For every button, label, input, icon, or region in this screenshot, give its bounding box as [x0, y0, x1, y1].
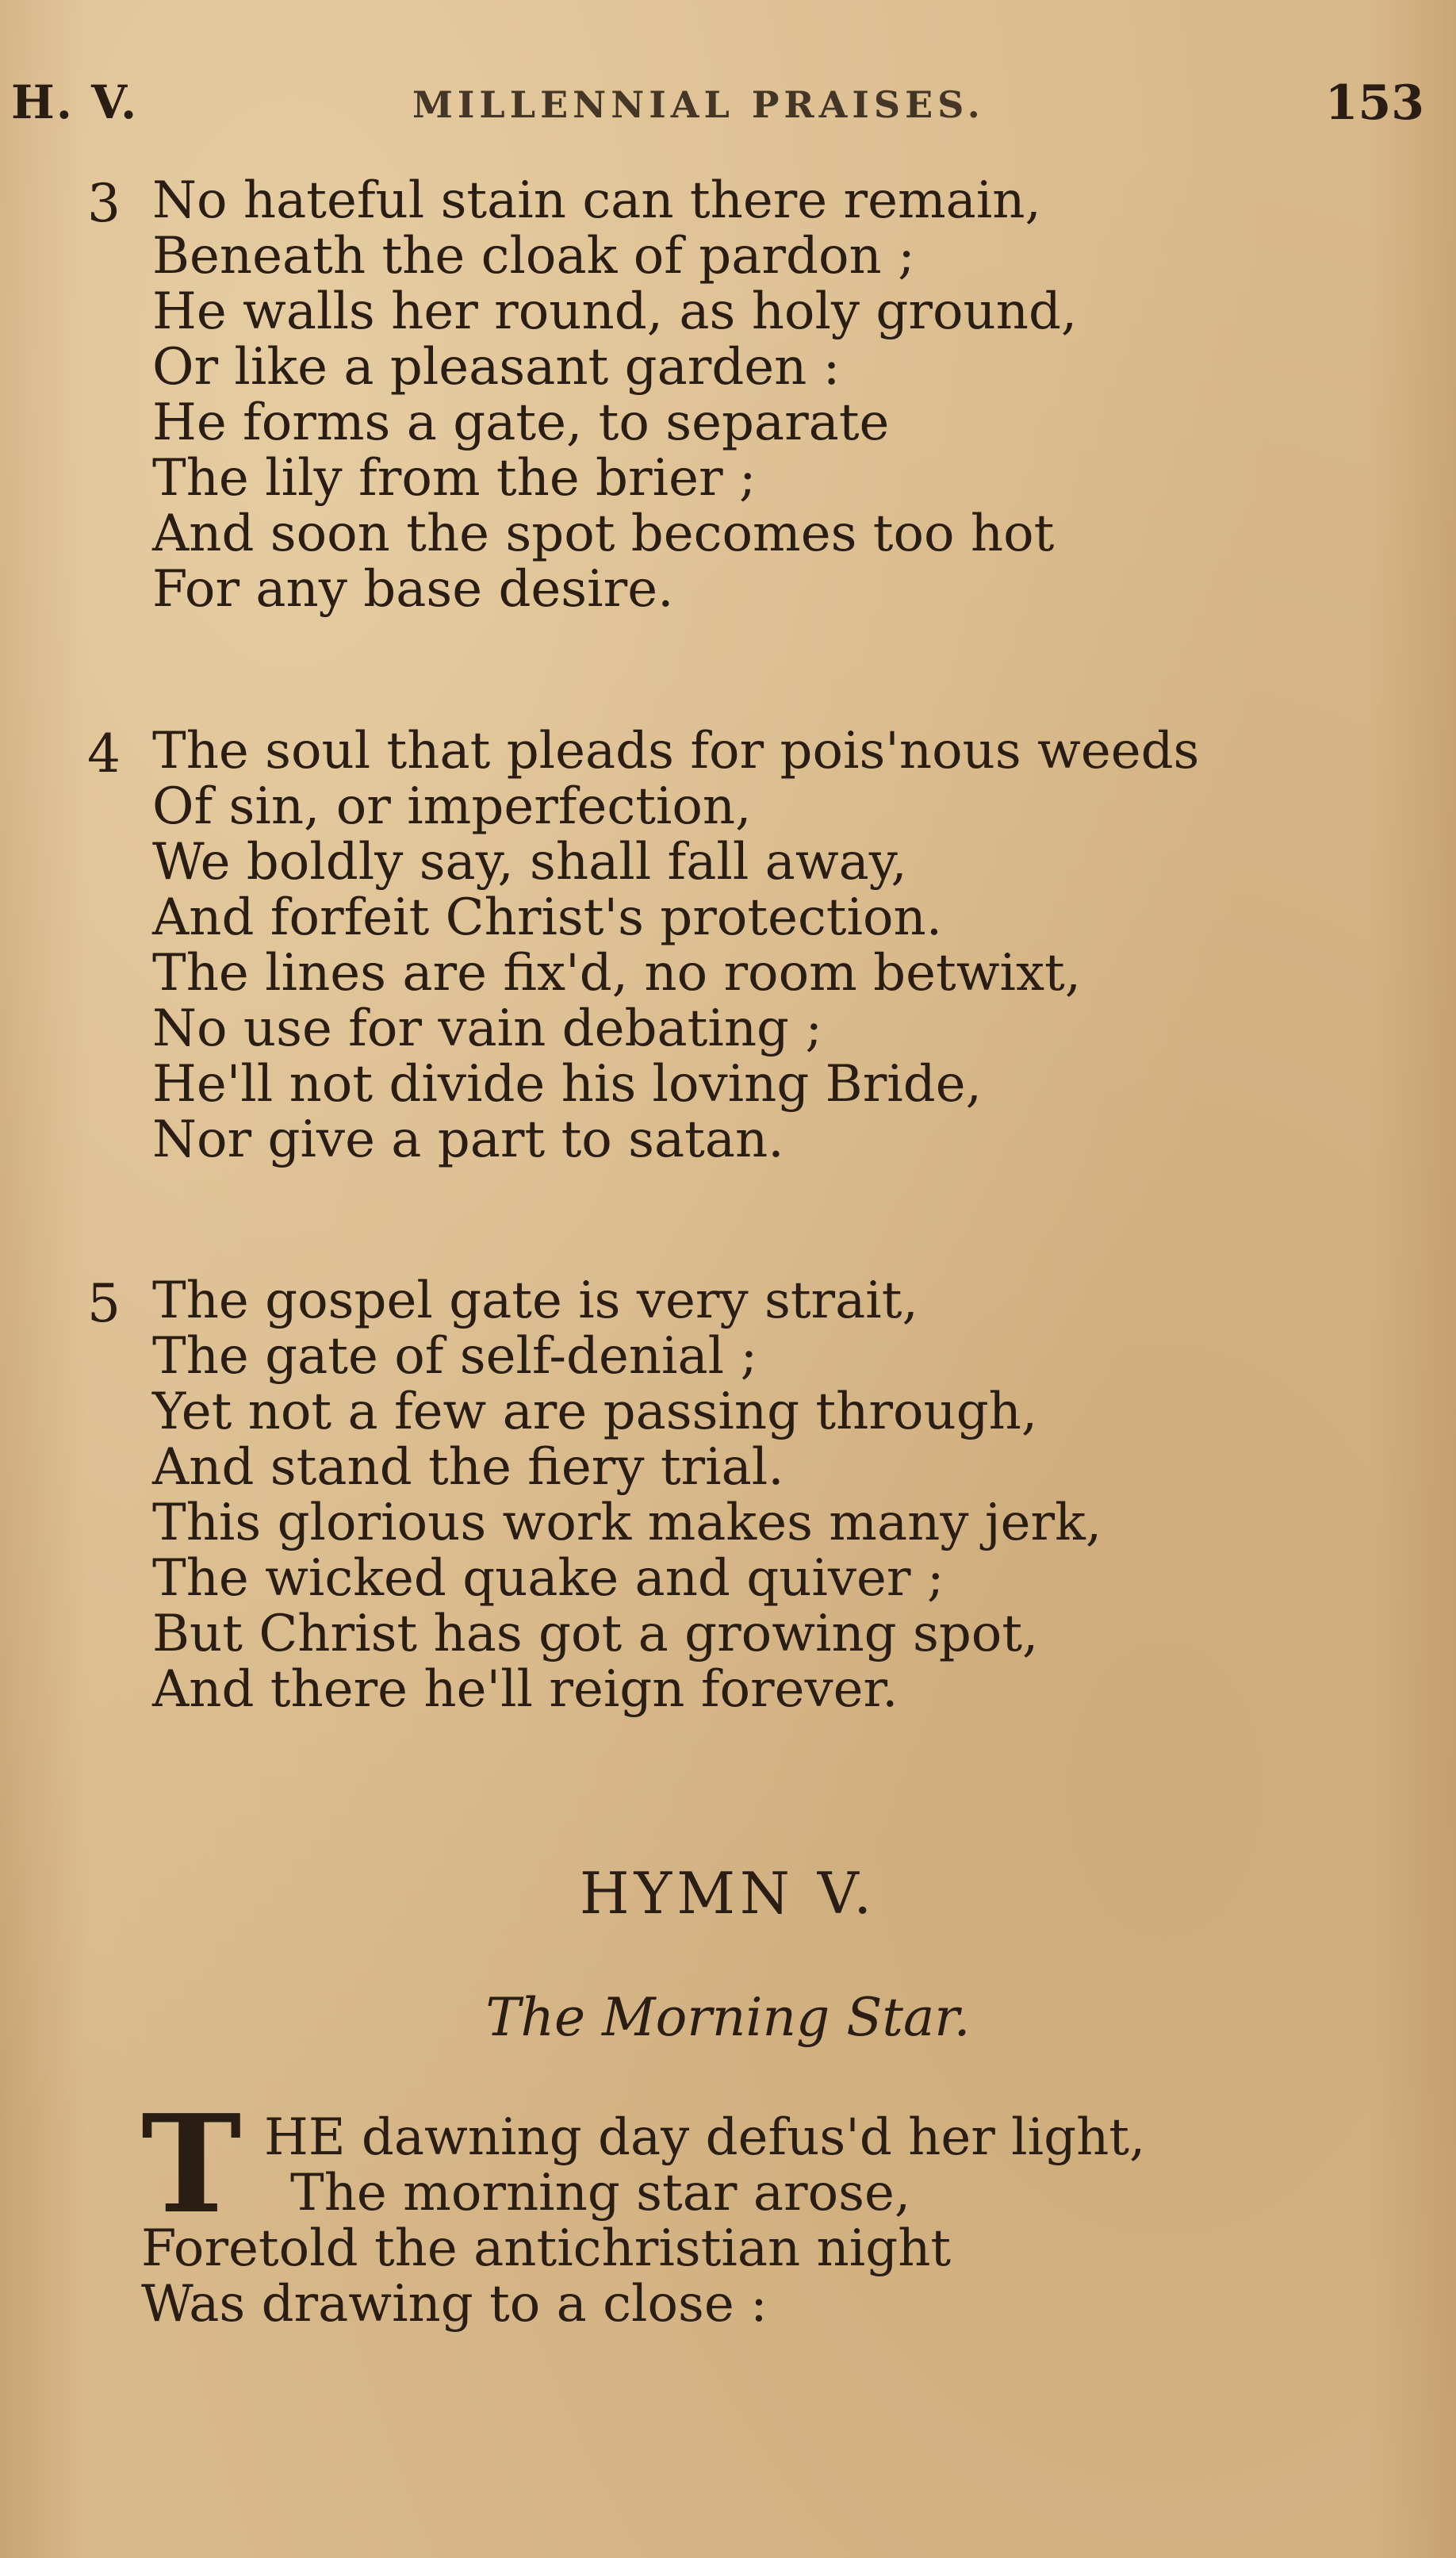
- verse-line: But Christ has got a growing spot,: [152, 1605, 1039, 1663]
- verse-line: HE dawning day defus'd her light,: [264, 2108, 1146, 2167]
- drop-cap: T: [141, 2085, 242, 2244]
- verse-line: This glorious work makes many jerk,: [152, 1494, 1102, 1552]
- verse-line: Beneath the cloak of pardon ;: [152, 227, 915, 286]
- verse-line: He'll not divide his loving Bride,: [152, 1055, 982, 1114]
- header-title: MILLENNIAL PRAISES.: [412, 83, 985, 126]
- verse-line: He walls her round, as holy ground,: [152, 282, 1078, 341]
- verse-line: No use for vain debating ;: [152, 999, 822, 1058]
- verse-line: And stand the fiery trial.: [152, 1438, 784, 1497]
- verse-line: The soul that pleads for pois'nous weeds: [152, 722, 1200, 780]
- verse-line: Yet not a few are passing through,: [152, 1383, 1038, 1441]
- verse-line: No hateful stain can there remain,: [152, 171, 1041, 230]
- verse-line: And there he'll reign forever.: [152, 1660, 899, 1719]
- stanza-number: 5: [87, 1273, 121, 1334]
- verse-line: The gate of self-denial ;: [152, 1327, 758, 1386]
- hymn-subtitle: The Morning Star.: [485, 1987, 971, 2048]
- hymn-title: HYMN V.: [579, 1860, 877, 1927]
- verse-line: The wicked quake and quiver ;: [152, 1549, 944, 1608]
- verse-line: For any base desire.: [152, 560, 674, 619]
- stanza-number: 3: [87, 173, 121, 234]
- verse-line: Nor give a part to satan.: [152, 1110, 784, 1169]
- verse-line: He forms a gate, to separate: [152, 393, 890, 452]
- verse-line: And forfeit Christ's protection.: [152, 888, 943, 947]
- stanza-number: 4: [87, 723, 121, 784]
- page-number: 153: [1324, 75, 1424, 131]
- verse-line: The lily from the brier ;: [152, 449, 757, 508]
- verse-line: The lines are fix'd, no room betwixt,: [152, 944, 1082, 1003]
- verse-line: Or like a pleasant garden :: [152, 338, 841, 397]
- verse-line: Foretold the antichristian night: [141, 2219, 952, 2278]
- verse-line: Was drawing to a close :: [141, 2275, 768, 2334]
- verse-line: The morning star arose,: [290, 2164, 911, 2222]
- verse-line: The gospel gate is very strait,: [152, 1271, 918, 1330]
- header-section: H. V.: [11, 75, 139, 129]
- verse-line: Of sin, or imperfection,: [152, 777, 752, 836]
- verse-line: We boldly say, shall fall away,: [152, 833, 907, 892]
- running-header: [0, 75, 1456, 139]
- verse-line: And soon the spot becomes too hot: [152, 504, 1055, 563]
